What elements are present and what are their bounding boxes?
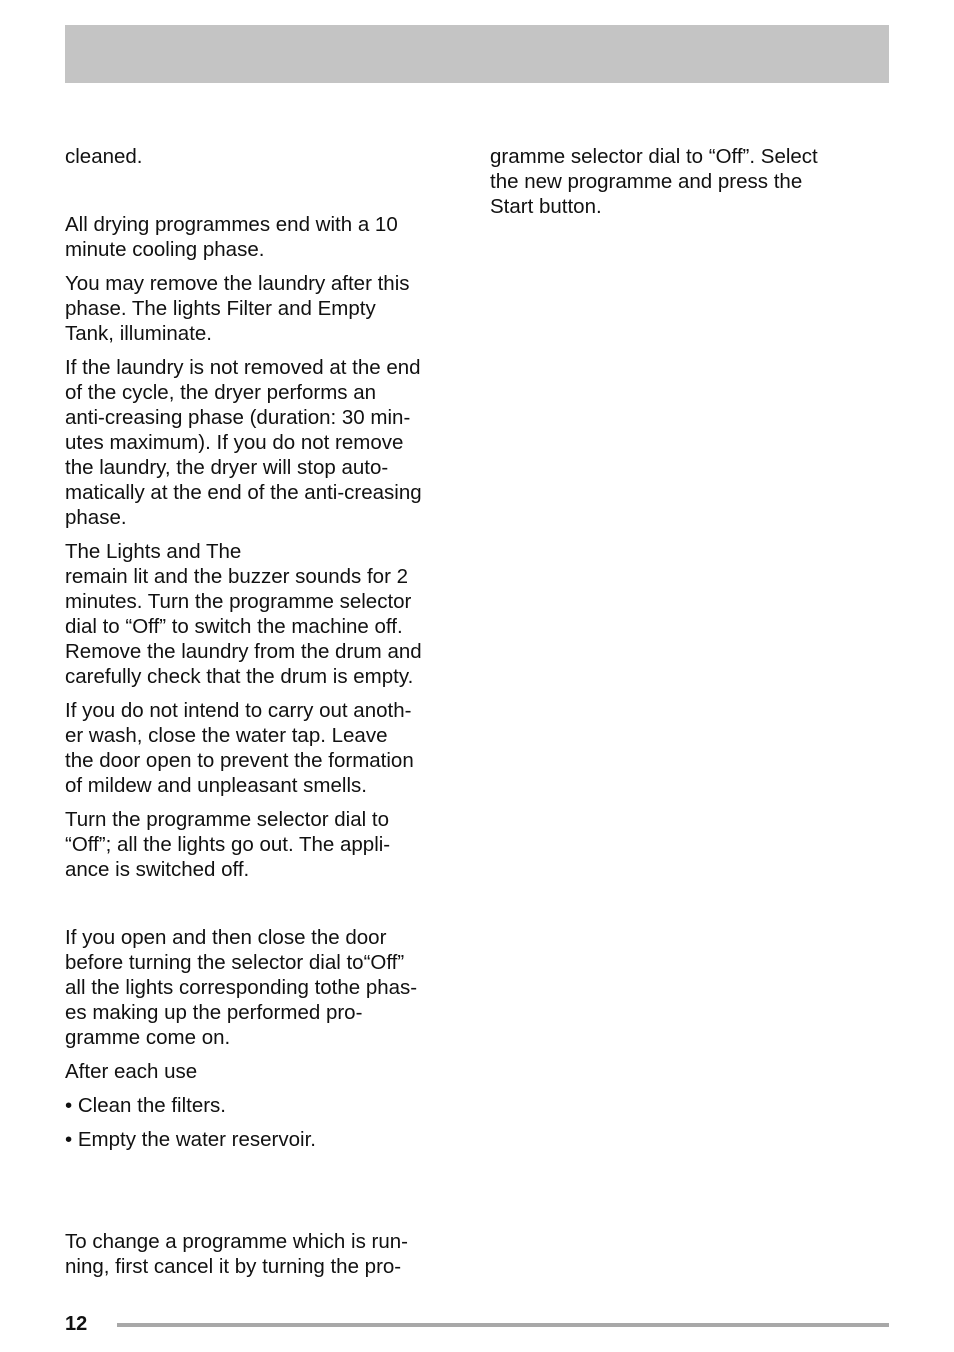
paragraph: Turn the programme selector dial to “Off”; all the lights go out. The appli- ance is switched off. [65,808,391,881]
paragraph: To change a programme which is run- ning, first cancel it by turning the pro- [65,1230,408,1278]
left-column [65,144,475,1288]
paragraph: The Lights and The remain lit and the buzzer sounds for 2 minutes. Turn the programme selector dial to “Off” to switch the machine off. Remove the laundry from the drum and carefully check that the drum is empty. [65,540,422,688]
paragraph: After each use [65,1060,198,1083]
bullet-item: • Empty the water reservoir. [65,1128,316,1151]
paragraph: You may remove the laundry after this phase. The lights Filter and Empty Tank, illuminate. [65,272,410,345]
footer-rule [117,1323,889,1327]
right-column [490,144,890,228]
paragraph: gramme selector dial to “Off”. Select the new programme and press the Start button. [490,145,818,218]
page-number: 12 [65,1313,88,1335]
paragraph: cleaned. [65,145,143,168]
paragraph: If the laundry is not removed at the end of the cycle, the dryer performs an anti-creasing phase (duration: 30 min- utes maximum). If you do not remove the laundry, the dryer will stop auto- matically at the end of the anti-creasing phase. [65,356,422,529]
paragraph: All drying programmes end with a 10 minute cooling phase. [65,213,398,261]
bullet-item: • Clean the filters. [65,1094,226,1117]
paragraph: If you open and then close the door before turning the selector dial to“Off” all the lights corresponding tothe phas- es making up the performed pro- gramme come on. [65,926,418,1049]
header-bar [65,25,889,83]
paragraph: If you do not intend to carry out anoth- er wash, close the water tap. Leave the door open to prevent the formation of mildew and unpleasant smells. [65,699,414,797]
